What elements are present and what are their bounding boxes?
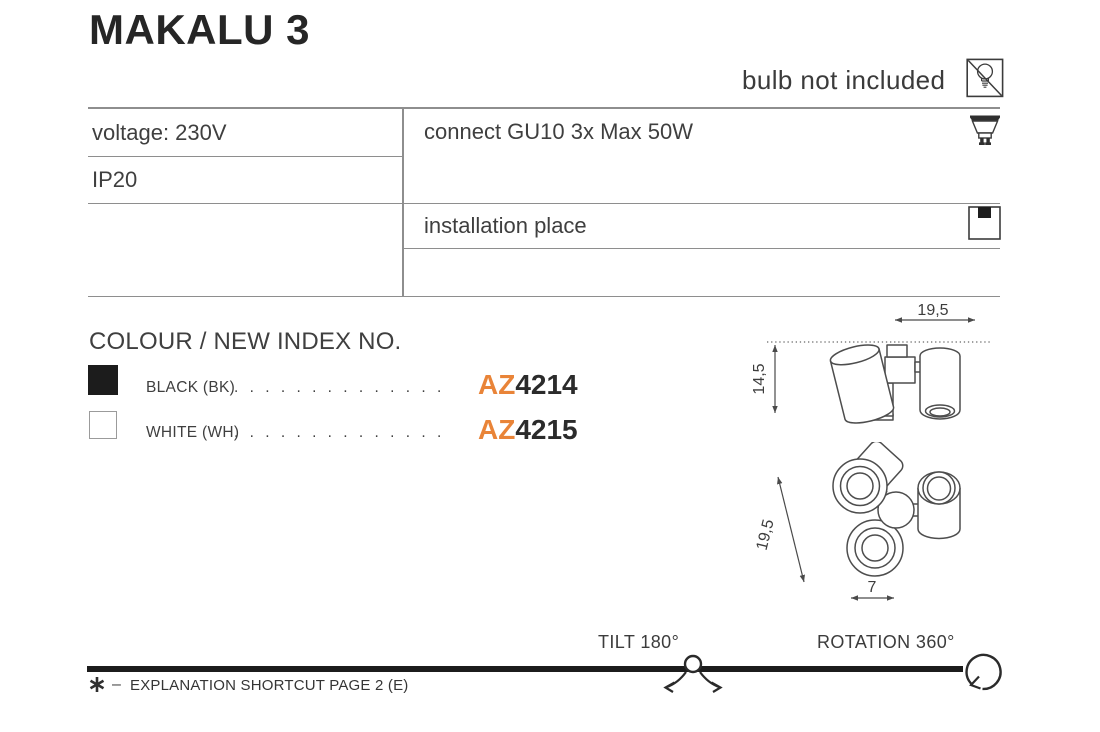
table-rule-middle — [88, 203, 1000, 205]
lamp-side-view — [829, 341, 960, 427]
index-code-number: 4215 — [515, 414, 578, 445]
dim-height-label: 14,5 — [751, 363, 768, 395]
footnote-text: EXPLANATION SHORTCUT PAGE 2 (E) — [130, 677, 409, 694]
footnote-dash: – — [112, 676, 121, 693]
ip-rating-value: IP20 — [92, 167, 138, 192]
lamp-top-view — [833, 442, 960, 576]
page-title: MAKALU 3 — [89, 6, 310, 53]
rotation-label: ROTATION 360° — [817, 632, 955, 652]
dim-width-label: 19,5 — [917, 302, 949, 319]
side-view-drawing — [745, 293, 1010, 433]
top-view-drawing — [745, 442, 1010, 617]
colour-label-white: WHITE (WH) — [146, 424, 240, 441]
index-code-number: 4214 — [515, 369, 578, 400]
index-code-prefix: AZ — [478, 369, 516, 400]
dim-diagonal-line — [778, 477, 804, 582]
dim-head-width-label: 7 — [867, 579, 877, 596]
connect-value: connect GU10 3x Max 50W — [424, 119, 694, 144]
crossed-bulb-icon — [966, 58, 1004, 98]
left-spot-cylinder — [829, 341, 896, 427]
voltage-value: voltage: 230V — [92, 120, 227, 145]
colour-swatch-white — [89, 411, 117, 439]
table-divider — [402, 107, 404, 297]
right-spot-cylinder — [920, 348, 960, 419]
table-rule-installation — [402, 248, 1000, 250]
tilt-label: TILT 180° — [598, 632, 680, 652]
colour-swatch-black — [88, 365, 118, 395]
dim-diagonal-label: 19,5 — [753, 517, 778, 553]
gu10-socket-icon — [969, 112, 1001, 150]
index-code-prefix: AZ — [478, 414, 516, 445]
tilt-icon — [650, 648, 736, 702]
table-rule-top — [88, 107, 1000, 109]
index-code-white — [478, 415, 578, 444]
separator-rule — [87, 666, 963, 672]
dot-leader: . . . . . . . . . . . . . . — [234, 424, 442, 441]
ceiling-mount-icon — [968, 205, 1002, 241]
installation-label: installation place — [424, 213, 587, 238]
index-code-black — [478, 370, 578, 399]
bulb-note-label: bulb not included — [742, 65, 946, 95]
table-rule-voltage — [88, 156, 402, 158]
rotation-icon — [958, 646, 1012, 702]
dot-leader: . . . . . . . . . . . . . . — [234, 379, 442, 396]
colour-label-black: BLACK (BK) — [146, 379, 236, 396]
colour-section-heading: COLOUR / NEW INDEX NO. — [89, 328, 402, 355]
asterisk-icon — [89, 676, 105, 693]
